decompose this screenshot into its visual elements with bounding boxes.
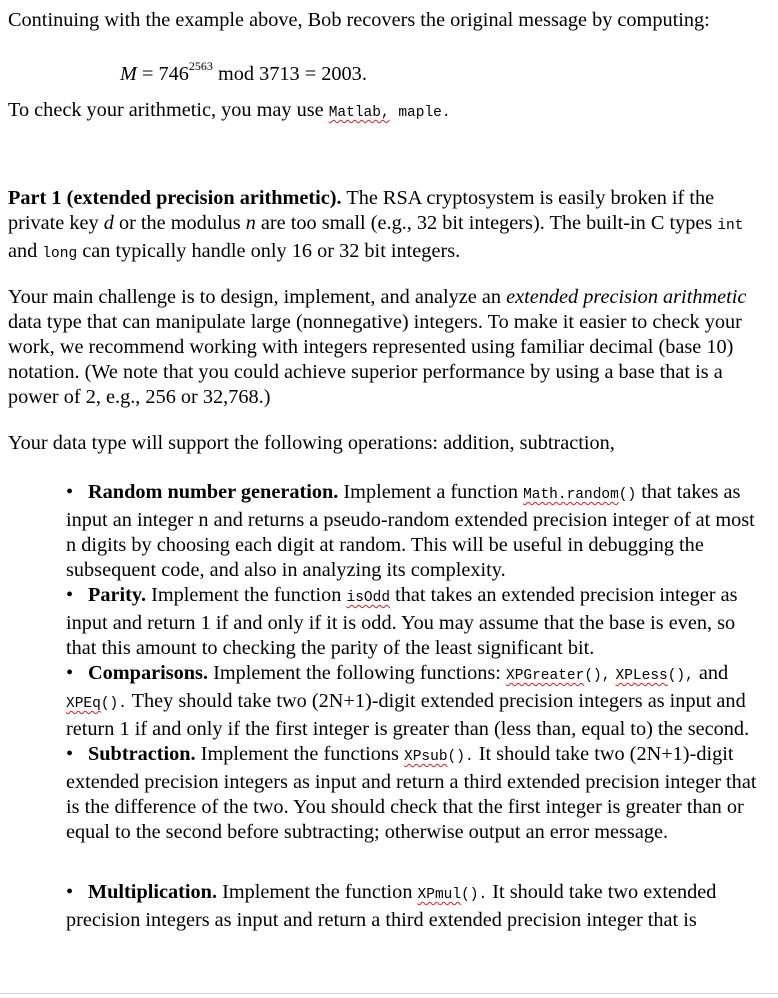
maple-code: maple.: [389, 105, 451, 121]
code-parens: ().: [447, 749, 474, 765]
part1-text: or the modulus: [113, 212, 246, 234]
item-title: Subtraction.: [88, 743, 196, 765]
rsa-equation: [120, 59, 367, 87]
item-text: Implement the functions: [195, 743, 405, 765]
item-text: and: [693, 662, 729, 684]
item-text: that takes as input an integer n and returns a pseudo-random extended precision integer of at most n digits by choosing each digit at random. This will be useful in debugging the subsequent code, and also in analyzing its complexity.: [66, 481, 755, 581]
challenge-text: data type that can manipulate large (nonnegative) integers. To make it easier to check your work, we recommend working with integers represented using familiar decimal (base 10) notation. (We note that you could achieve superior performance by using a base that is a power of 2, e.g., 256 or 32,768.): [8, 311, 742, 408]
operations-intro: Your data type will support the following operations: addition, subtraction,: [8, 432, 615, 454]
bullet-icon: •: [66, 881, 74, 903]
part1-text: can typically handle only 16 or 32 bit integers.: [77, 240, 461, 262]
list-item-parity: [66, 583, 764, 661]
item-text: It should take two extended precision integers as input and return a third extended precision integer that is: [66, 881, 717, 931]
list-item-random: [66, 480, 764, 583]
challenge-paragraph: [8, 285, 764, 410]
code-parens: (),: [667, 668, 694, 684]
bullet-icon: •: [66, 481, 74, 503]
check-arithmetic-line: [8, 98, 764, 126]
intro-line: Continuing with the example above, Bob recovers the original message by computing:: [8, 9, 710, 31]
part1-text: are too small (e.g., 32 bit integers). The built-in C types: [255, 212, 718, 234]
eq-equals: =: [136, 63, 159, 85]
item-text: It should take two (2N+1)-digit extended precision integers as input and return a third extended precision integer that is the difference of the two. You should check that the first integer is greater than or equal to the second before subtracting; otherwise output an error message.: [66, 743, 757, 843]
part1-paragraph: [8, 186, 764, 267]
code-parens: ().: [100, 696, 127, 712]
code-parens: ().: [461, 887, 488, 903]
code-xpless: XPLess: [615, 668, 668, 684]
list-spacer: [66, 845, 764, 880]
var-n: n: [245, 212, 256, 234]
matlab-code: Matlab,: [328, 105, 390, 121]
part1-heading: Part 1 (extended precision arithmetic).: [8, 187, 342, 209]
item-text: that takes an extended precision integer as input and return 1 if and only if it is odd. You may assume that the base is even, so that this amount to checking the parity of the least significant bit.: [66, 584, 738, 659]
part1-text: The RSA cryptosystem is easily broken if the private key: [8, 187, 715, 234]
bullet-icon: •: [66, 584, 74, 606]
code-isodd: isOdd: [346, 590, 391, 606]
eq-exponent: 2563: [188, 59, 213, 74]
check-text: To check your arithmetic, you may use: [8, 99, 329, 121]
operations-list: [66, 480, 764, 933]
item-text: They should take two (2N+1)-digit extended precision integers as input and return 1 if and only if the first integer is greater than (less than, equal to) the second.: [66, 690, 750, 740]
item-title: Multiplication.: [88, 881, 218, 903]
item-text: Implement a function: [338, 481, 524, 503]
challenge-emphasis: extended precision arithmetic: [506, 286, 747, 308]
item-title: Parity.: [88, 584, 147, 606]
bullet-icon: •: [66, 743, 74, 765]
code-parens: (),: [584, 668, 611, 684]
var-d: d: [103, 212, 114, 234]
item-title: Random number generation.: [88, 481, 339, 503]
item-title: Comparisons.: [88, 662, 209, 684]
code-xpgreater: XPGreater: [506, 668, 585, 684]
code-xpeq: XPEq: [66, 696, 101, 712]
int-code: int: [717, 218, 744, 234]
eq-lhs: M: [120, 63, 137, 85]
code-math-random: Math.random: [523, 487, 619, 503]
item-text: Implement the following functions:: [208, 662, 506, 684]
eq-rest: mod 3713 = 2003.: [212, 63, 367, 85]
item-text: Implement the function: [146, 584, 347, 606]
challenge-text: Your main challenge is to design, implement, and analyze an: [8, 286, 507, 308]
page-edge: [0, 993, 778, 998]
eq-base: 746: [158, 63, 189, 85]
code-xpsub: XPsub: [404, 749, 448, 765]
bullet-icon: •: [66, 662, 74, 684]
part1-text: and: [8, 240, 43, 262]
list-item-comparisons: [66, 661, 764, 742]
long-code: long: [42, 246, 78, 262]
list-item-multiplication: [66, 880, 764, 933]
list-item-subtraction: [66, 742, 764, 845]
code-parens: (): [618, 487, 637, 503]
code-xpmul: XPmul: [417, 887, 462, 903]
item-text: Implement the function: [217, 881, 418, 903]
